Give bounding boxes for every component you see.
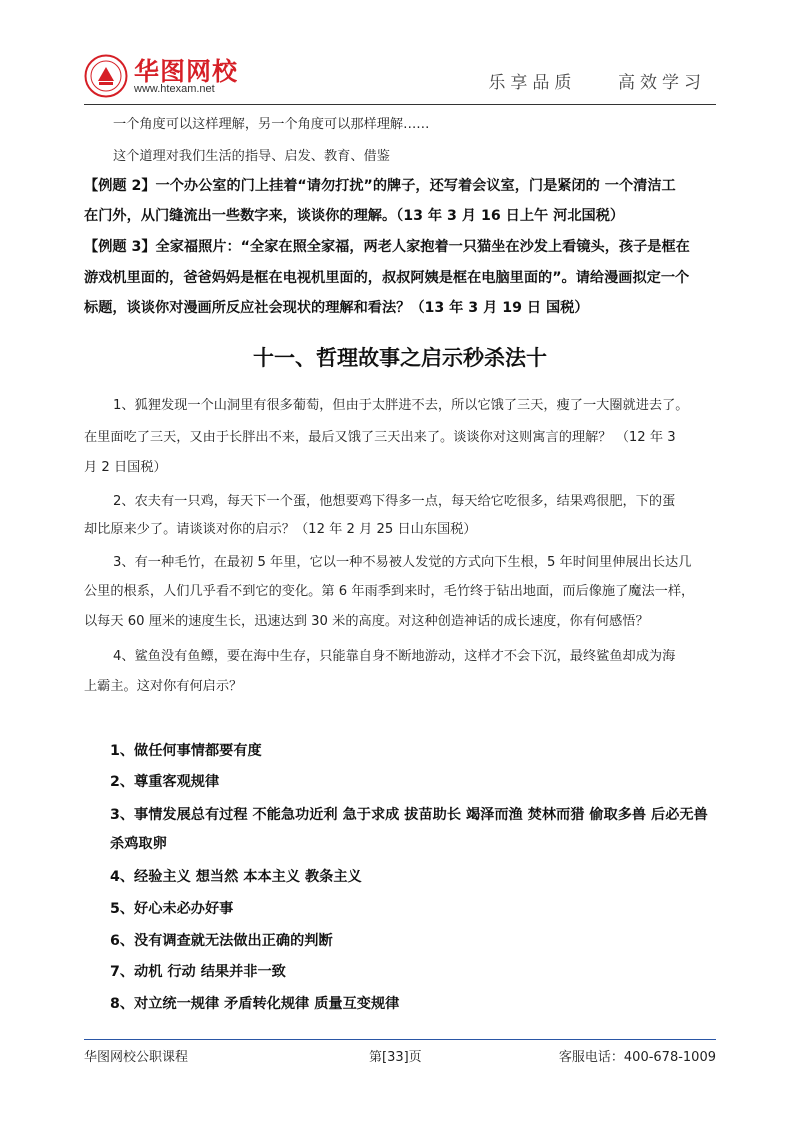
brand-name: 华图网校 — [134, 57, 239, 86]
question-4-line-1: 4、鲨鱼没有鱼鳔，要在海中生存，只能靠自身不断地游动，这样才不会下沉，最终鲨鱼却成为海 — [113, 649, 676, 664]
page-header — [84, 50, 716, 104]
header-slogan: 乐享品质 高效学习 — [488, 73, 706, 93]
header-divider — [84, 104, 716, 105]
example3-line-1: 【例题 3】全家福照片：“全家在照全家福，两老人家抱着一只猫坐在沙发上看镜头，孩子是框在 — [84, 239, 690, 255]
point-4: 4、经验主义 想当然 本本主义 教条主义 — [110, 869, 362, 885]
point-3-continued: 杀鸡取卵 — [110, 836, 167, 852]
point-5: 5、好心未必办好事 — [110, 901, 234, 917]
point-6: 6、没有调查就无法做出正确的判断 — [110, 933, 333, 949]
section-title: 十一、哲理故事之启示秒杀法十 — [253, 346, 547, 370]
question-2-line-1: 2、农夫有一只鸡，每天下一个蛋，他想要鸡下得多一点，每天给它吃很多，结果鸡很肥，下的蛋 — [113, 494, 676, 509]
point-7: 7、动机 行动 结果并非一致 — [110, 964, 286, 980]
point-3: 3、事情发展总有过程 不能急功近利 急于求成 拔苗助长 竭泽而渔 焚林而猎 偷取多兽 后必无兽 — [110, 807, 708, 823]
huatu-seal-logo-icon — [84, 54, 128, 98]
intro-line-1: 一个角度可以这样理解，另一个角度可以那样理解…… — [113, 117, 430, 132]
brand-url: www.htexam.net — [134, 83, 215, 95]
footer-divider — [84, 1039, 716, 1040]
footer-page-number: 第[33]页 — [369, 1050, 422, 1065]
question-1-line-3: 月 2 日国税） — [84, 460, 167, 475]
question-3-line-1: 3、有一种毛竹，在最初 5 年里，它以一种不易被人发觉的方式向下生根，5 年时间里伸展出长达几 — [113, 555, 692, 570]
example3-line-2: 游戏机里面的，爸爸妈妈是框在电视机里面的，叔叔阿姨是框在电脑里面的”。请给漫画拟定一个 — [84, 270, 690, 286]
question-2-line-2: 却比原来少了。请谈谈对你的启示？（12 年 2 月 25 日山东国税） — [84, 522, 477, 537]
question-1-line-1: 1、狐狸发现一个山洞里有很多葡萄，但由于太胖进不去，所以它饿了三天，瘦了一大圈就进去了。 — [113, 398, 689, 413]
intro-line-2: 这个道理对我们生活的指导、启发、教育、借鉴 — [113, 149, 390, 164]
question-3-line-2: 公里的根系，人们几乎看不到它的变化。第 6 年雨季到来时，毛竹终于钻出地面，而后像施了魔法一样， — [84, 584, 695, 599]
question-1-line-2: 在里面吃了三天，又由于长胖出不来，最后又饿了三天出来了。谈谈你对这则寓言的理解？ （12 年 3 — [84, 430, 676, 445]
point-2: 2、尊重客观规律 — [110, 774, 220, 790]
question-4-line-2: 上霸主。这对你有何启示？ — [84, 679, 243, 694]
example3-line-3: 标题，谈谈你对漫画所反应社会现状的理解和看法？（13 年 3 月 19 日 国税） — [84, 300, 589, 316]
footer-service-phone: 客服电话：400-678-1009 — [558, 1050, 716, 1065]
point-8: 8、对立统一规律 矛盾转化规律 质量互变规律 — [110, 996, 400, 1012]
example2-line-1: 【例题 2】一个办公室的门上挂着“请勿打扰”的牌子，还写着会议室，门是紧闭的 一个清洁工 — [84, 178, 676, 194]
point-1: 1、做任何事情都要有度 — [110, 743, 262, 759]
example2-line-2: 在门外，从门缝流出一些数字来，谈谈你的理解。（13 年 3 月 16 日上午 河北国税） — [84, 208, 625, 224]
footer-course-name: 华图网校公职课程 — [84, 1050, 189, 1065]
question-3-line-3: 以每天 60 厘米的速度生长，迅速达到 30 米的高度。对这种创造神话的成长速度，你有何感悟？ — [84, 614, 649, 629]
